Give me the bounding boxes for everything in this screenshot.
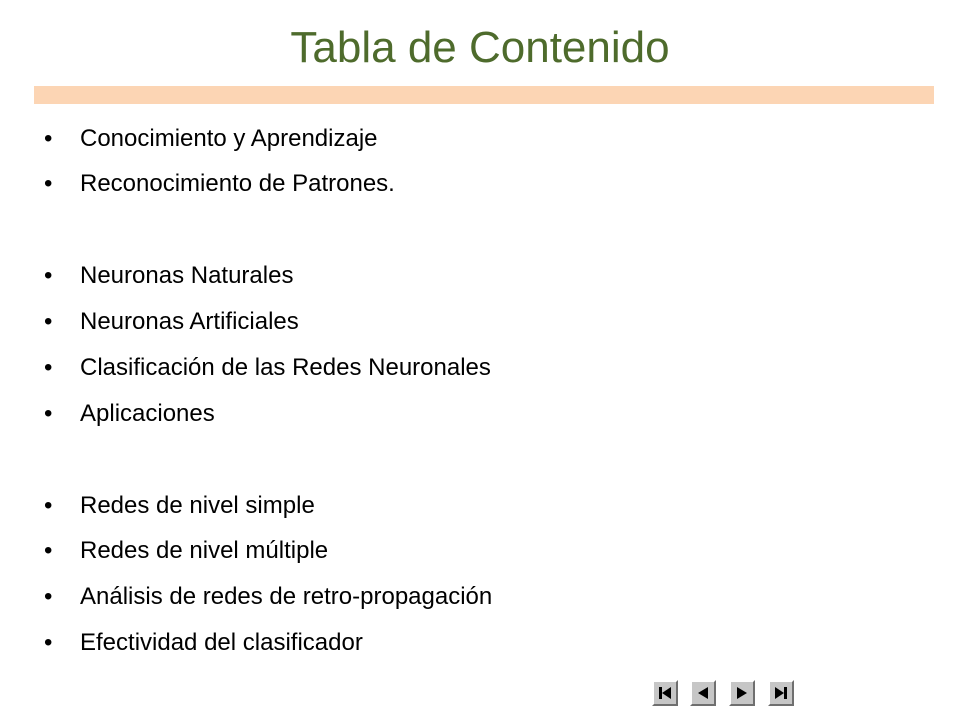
bullet-icon: • bbox=[44, 583, 53, 610]
list-item-label: Reconocimiento de Patrones. bbox=[80, 170, 395, 197]
bullet-icon: • bbox=[44, 400, 53, 427]
bullet-icon: • bbox=[44, 354, 53, 381]
previous-slide-button[interactable] bbox=[690, 680, 716, 706]
first-slide-icon bbox=[656, 684, 674, 702]
list-item-label: Aplicaciones bbox=[80, 400, 215, 427]
next-slide-icon bbox=[733, 684, 751, 702]
slide-title: Tabla de Contenido bbox=[290, 23, 670, 72]
next-slide-button[interactable] bbox=[729, 680, 755, 706]
list-item-label: Neuronas Artificiales bbox=[80, 308, 299, 335]
bullet-icon: • bbox=[44, 262, 53, 289]
bullet-icon: • bbox=[44, 537, 53, 564]
bullet-icon: • bbox=[44, 629, 53, 656]
list-item-label: Neuronas Naturales bbox=[80, 262, 294, 289]
last-slide-button[interactable] bbox=[768, 680, 794, 706]
last-slide-icon bbox=[772, 684, 790, 702]
list-item-label: Conocimiento y Aprendizaje bbox=[80, 125, 378, 152]
bullet-icon: • bbox=[44, 125, 53, 152]
bullet-icon: • bbox=[44, 492, 53, 519]
list-item-label: Análisis de redes de retro-propagación bbox=[80, 583, 493, 610]
previous-slide-icon bbox=[694, 684, 712, 702]
title-underline-bar bbox=[34, 86, 934, 104]
bullet-icon: • bbox=[44, 170, 53, 197]
first-slide-button[interactable] bbox=[652, 680, 678, 706]
list-item-label: Redes de nivel múltiple bbox=[80, 537, 329, 564]
list-item-label: Efectividad del clasificador bbox=[80, 629, 363, 656]
slide-navigation bbox=[652, 680, 796, 706]
list-item-label: Redes de nivel simple bbox=[80, 492, 315, 519]
bullet-icon: • bbox=[44, 308, 53, 335]
list-item-label: Clasificación de las Redes Neuronales bbox=[80, 354, 491, 381]
